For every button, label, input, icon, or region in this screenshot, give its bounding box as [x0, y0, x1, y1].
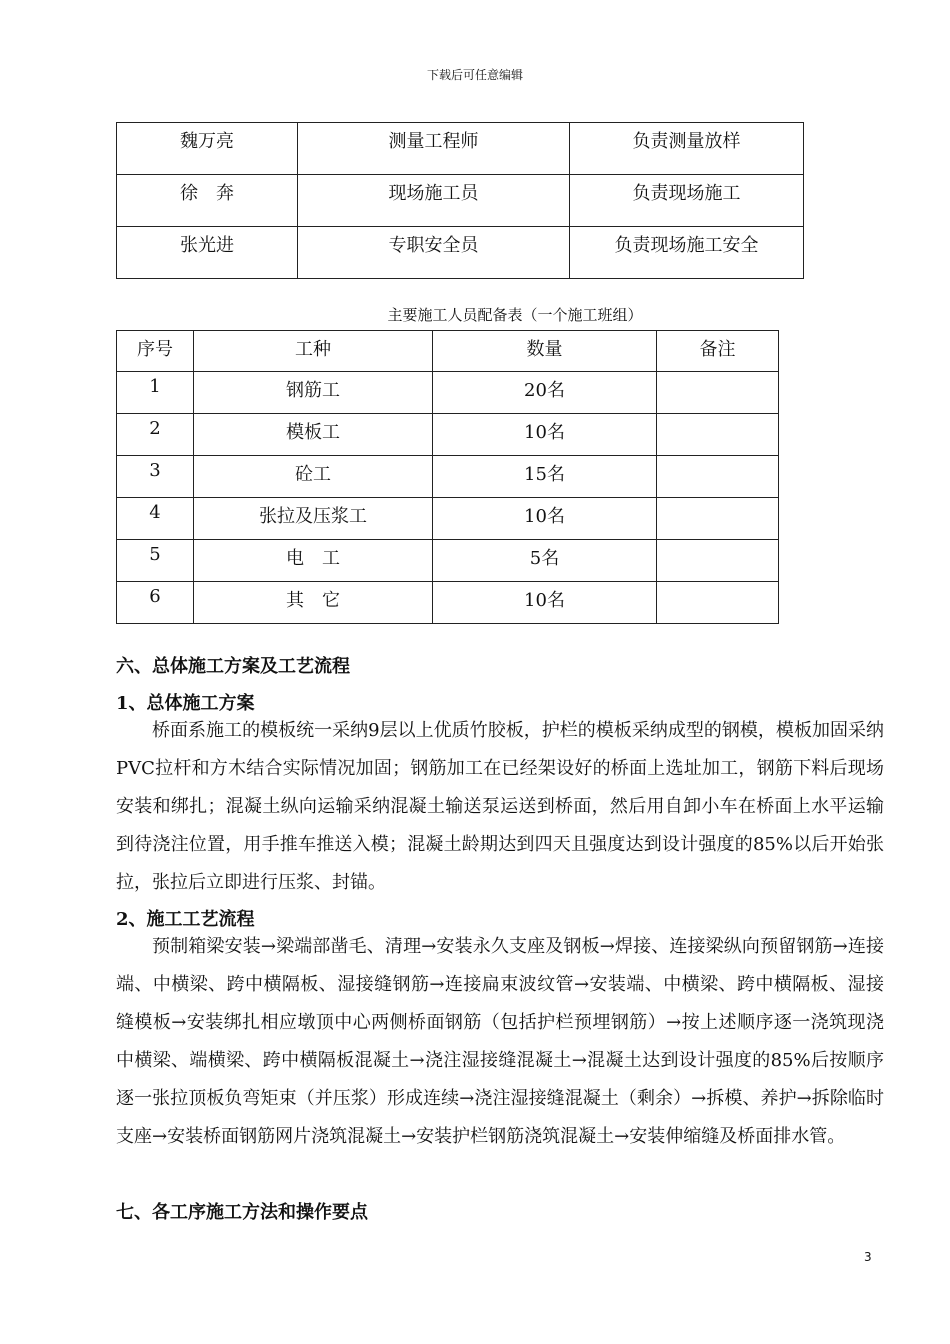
table-cell: 专职安全员: [298, 227, 570, 279]
table-cell: 2: [117, 414, 194, 456]
column-header: 序号: [117, 331, 194, 372]
table-cell: 其 它: [194, 582, 433, 624]
table-cell: 魏万亮: [117, 123, 298, 175]
section-heading: 六、总体施工方案及工艺流程: [116, 656, 350, 677]
table-cell: 10名: [433, 414, 657, 456]
table-cell: 砼工: [194, 456, 433, 498]
table-cell: 3: [117, 456, 194, 498]
table-cell: 张光进: [117, 227, 298, 279]
paragraph: 预制箱梁安装→梁端部凿毛、清理→安装永久支座及钢板→焊接、连接梁纵向预留钢筋→连接端、中横梁、跨中横隔板、湿接缝钢筋→连接扁束波纹管→安装端、中横梁、跨中横隔板、湿接缝模板→安装绑扎相应墩顶中心两侧桥面钢筋（包括护栏预埋钢筋）→按上述顺序逐一浇筑现浇中横梁、端横梁、跨中横隔板混凝土→浇注湿接缝混凝土→混凝土达到设计强度的85%后按顺序逐一张拉顶板负弯矩束（并压浆）形成连续→浇注湿接缝混凝土（剩余）→拆模、养护→拆除临时支座→安装桥面钢筋网片浇筑混凝土→安装护栏钢筋浇筑混凝土→安装伸缩缝及桥面排水管。: [116, 936, 884, 1147]
table-header-row: [117, 331, 779, 372]
table-row: [117, 540, 779, 582]
paragraph: 桥面系施工的模板统一采纳9层以上优质竹胶板，护栏的模板采纳成型的钢模，模板加固采纳PVC拉杆和方木结合实际情况加固；钢筋加工在已经架设好的桥面上选址加工，钢筋下料后现场安装和绑扎；混凝土纵向运输采纳混凝土输送泵运送到桥面，然后用自卸小车在桥面上水平运输到待浇注位置，用手推车推送入模；混凝土龄期达到四天且强度达到设计强度的85%以后开始张拉，张拉后立即进行压浆、封锚。: [116, 720, 884, 893]
column-header: 备注: [657, 331, 779, 372]
table-row: [117, 123, 804, 175]
table-row: [117, 498, 779, 540]
table-cell: [657, 498, 779, 540]
column-header: 数量: [433, 331, 657, 372]
table-row: [117, 456, 779, 498]
table-row: [117, 372, 779, 414]
table-cell: 5: [117, 540, 194, 582]
table-row: [117, 227, 804, 279]
table-cell: 现场施工员: [298, 175, 570, 227]
table-row: [117, 175, 804, 227]
table-cell: 10名: [433, 582, 657, 624]
staff-table: [116, 122, 804, 279]
column-header: 工种: [194, 331, 433, 372]
table-cell: [657, 372, 779, 414]
table-cell: 负责现场施工: [570, 175, 804, 227]
table-cell: 徐 奔: [117, 175, 298, 227]
table-cell: 负责测量放样: [570, 123, 804, 175]
table-cell: 1: [117, 372, 194, 414]
section-heading: 七、各工序施工方法和操作要点: [116, 1202, 368, 1223]
page-header: 下载后可任意编辑: [426, 68, 523, 82]
table-cell: 4: [117, 498, 194, 540]
table-cell: 负责现场施工安全: [570, 227, 804, 279]
table-row: [117, 582, 779, 624]
table-cell: [657, 540, 779, 582]
page-number: 3: [864, 1250, 872, 1264]
table-cell: 张拉及压浆工: [194, 498, 433, 540]
table-cell: 电 工: [194, 540, 433, 582]
table-caption: 主要施工人员配备表（一个施工班组）: [387, 306, 643, 324]
subsection-heading: 2、施工工艺流程: [116, 909, 255, 930]
crew-table: [116, 330, 779, 624]
table-cell: 测量工程师: [298, 123, 570, 175]
table-cell: 5名: [433, 540, 657, 582]
table-row: [117, 414, 779, 456]
table-cell: [657, 414, 779, 456]
table-cell: 钢筋工: [194, 372, 433, 414]
table-cell: [657, 456, 779, 498]
table-cell: 10名: [433, 498, 657, 540]
table-cell: 20名: [433, 372, 657, 414]
table-cell: 15名: [433, 456, 657, 498]
subsection-heading: 1、总体施工方案: [116, 693, 255, 714]
table-cell: [657, 582, 779, 624]
table-cell: 模板工: [194, 414, 433, 456]
table-cell: 6: [117, 582, 194, 624]
